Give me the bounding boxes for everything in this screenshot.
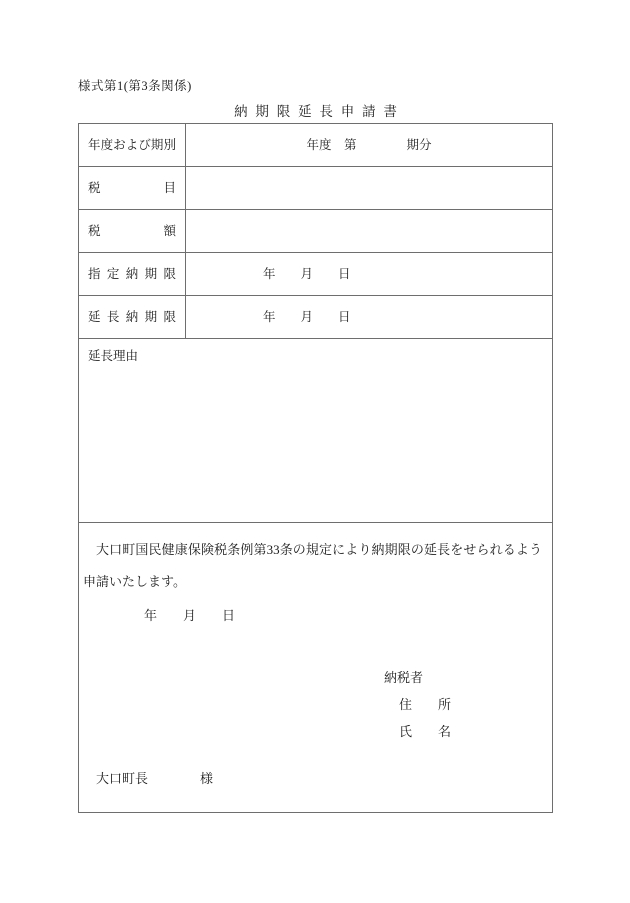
- extended-deadline-value: 年 月 日: [263, 310, 351, 324]
- table-row-tax-amount: [79, 210, 552, 253]
- form-number: 様式第1(第3条関係): [78, 79, 192, 93]
- addressee-mayor-label: 大口町長 様: [96, 771, 214, 786]
- application-table: [78, 123, 553, 813]
- page-title: 納期限延長申請書: [234, 104, 405, 119]
- table-row-designated-deadline: [79, 253, 552, 296]
- tax-amount-value: [186, 210, 552, 252]
- fiscal-year-value: 年度 第 期分: [306, 138, 432, 152]
- designated-deadline-value: 年 月 日: [263, 267, 351, 281]
- tax-item-value: [186, 167, 552, 209]
- declaration-date-line: 年 月 日: [144, 608, 236, 623]
- taxpayer-address-label: 住 所: [399, 697, 452, 712]
- table-row-tax-item: [79, 167, 552, 210]
- table-row-fiscal-year: [79, 124, 552, 167]
- extension-reason-cell: [79, 339, 552, 523]
- designated-deadline-label: 指定納期限: [79, 253, 186, 295]
- taxpayer-name-label: 氏 名: [399, 724, 452, 739]
- tax-item-label: 税目: [79, 167, 186, 209]
- declaration-cell: [79, 523, 552, 812]
- extended-deadline-label: 延長納期限: [79, 296, 186, 338]
- extension-reason-label: 延長理由: [88, 349, 139, 363]
- tax-amount-label: 税額: [79, 210, 186, 252]
- fiscal-year-label: 年度および期別: [79, 124, 186, 166]
- taxpayer-label: 納税者: [384, 670, 424, 685]
- table-row-extended-deadline: [79, 296, 552, 339]
- declaration-text: 大口町国民健康保険税条例第33条の規定により納期限の延長をせられるよう申請いたします。: [83, 542, 542, 589]
